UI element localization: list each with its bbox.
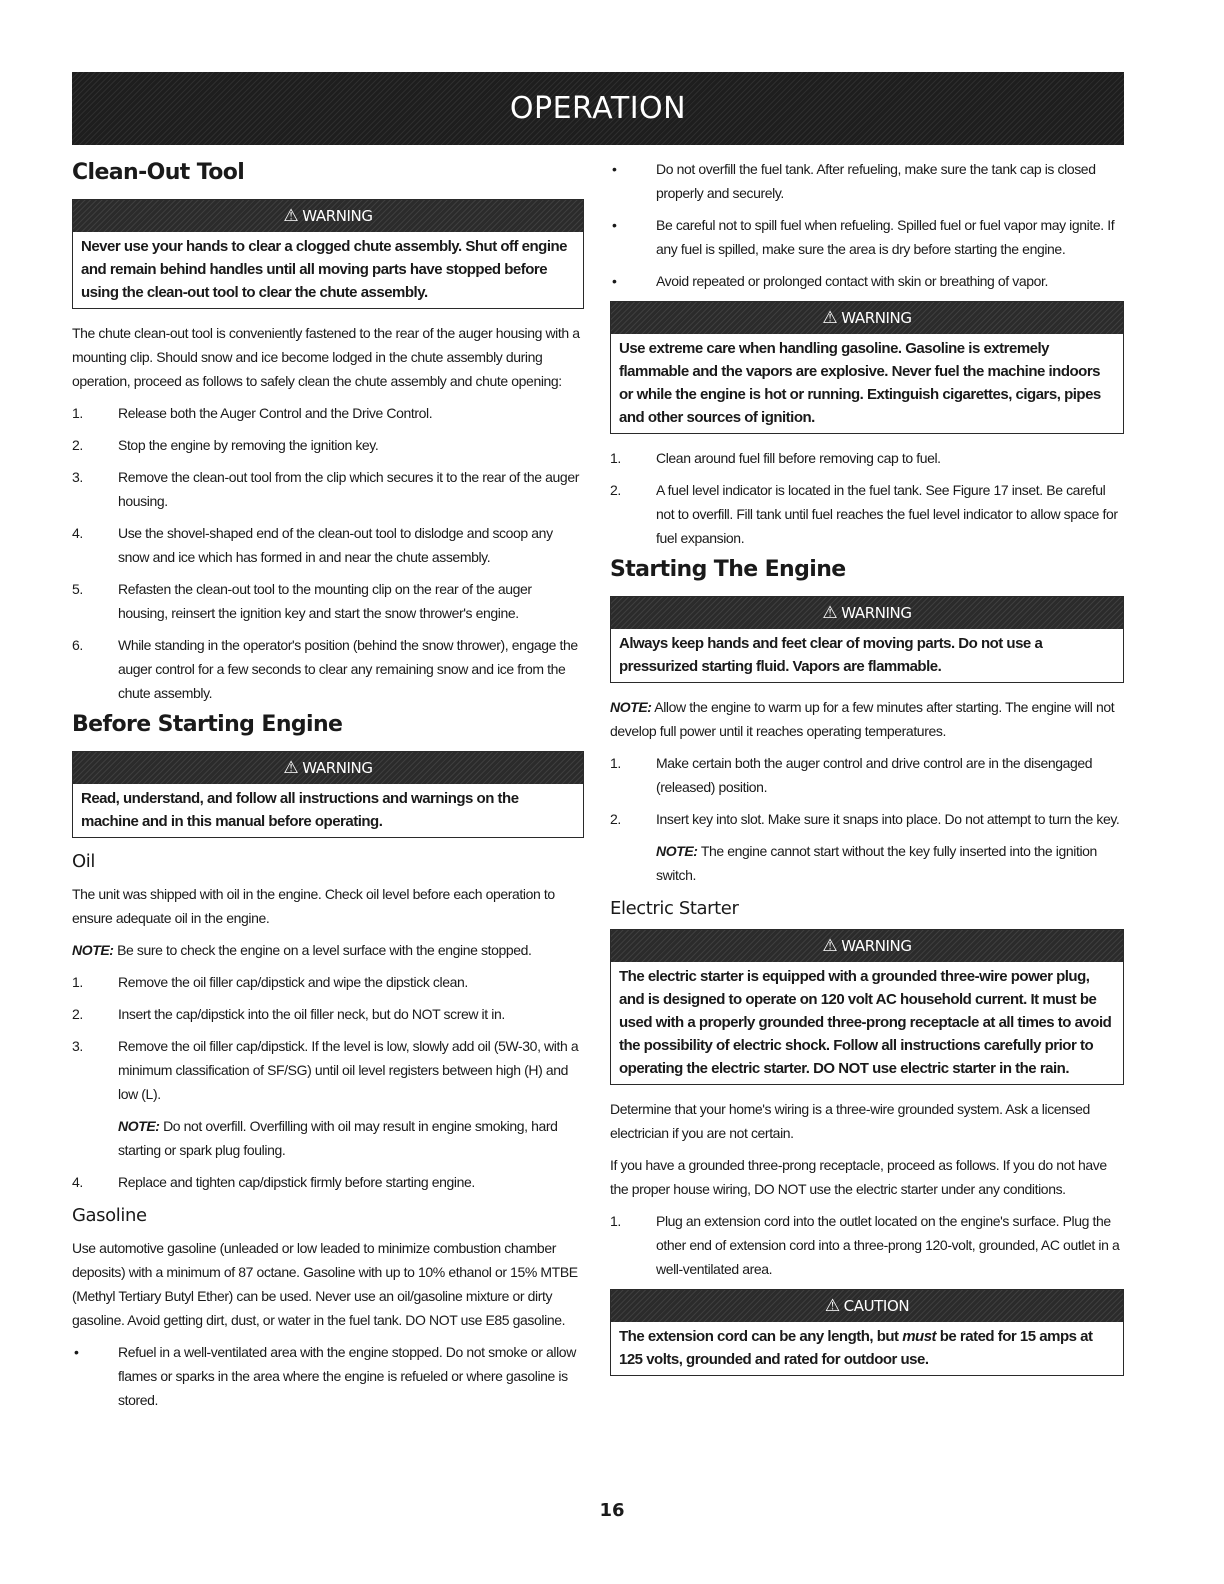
heading-electric-starter: Electric Starter	[610, 898, 739, 919]
list-item: 5. Refasten the clean-out tool to the mounting clip on the rear of the auger housing, reinsert the ignition key and start the snow thrower's engine.	[72, 581, 532, 621]
list-item: 1. Clean around fuel fill before removing cap to fuel.	[610, 450, 941, 466]
list-item: 1. Make certain both the auger control and drive control are in the disengaged (released) position.	[610, 755, 1093, 795]
warning-triangle-icon: ⚠	[822, 936, 838, 956]
starting-steps	[610, 751, 1124, 831]
warning-box-before-starting: ⚠ WARNING Read, understand, and follow all instructions and warnings on the machine and in this manual before operating.	[72, 751, 584, 838]
warning-box-electric: ⚠ WARNING The electric starter is equipped with a grounded three-wire power plug, and is designed to operate on 120 volt AC household current. It must be used with a properly grounded three-prong receptacle at all times to avoid the possibility of electric shock. Follow all instructions carefully prior to operating the electric starter. DO NOT use electric starter in the rain.	[610, 929, 1124, 1085]
left-column	[72, 155, 584, 1420]
oil-steps	[72, 970, 584, 1106]
caution-triangle-icon: ⚠	[824, 1296, 840, 1316]
right-column	[610, 157, 1124, 1388]
caution-box-extension-cord: ⚠ CAUTION The extension cord can be any length, but must be rated for 15 amps at 125 volts, grounded and rated for outdoor use.	[610, 1289, 1124, 1376]
oil-note: NOTE: Be sure to check the engine on a level surface with the engine stopped.	[72, 942, 532, 958]
list-item: 1. Plug an extension cord into the outlet located on the engine's surface. Plug the other end of extension cord into a three-prong 120-volt, grounded, AC outlet in a well-ventilated area.	[610, 1213, 1120, 1277]
list-item: 4. Use the shovel-shaped end of the clean-out tool to dislodge and scoop any snow and ice which has formed in and near the chute assembly.	[72, 525, 553, 565]
electric-p2: If you have a grounded three-prong receptacle, proceed as follows. If you do not have the proper house wiring, DO NOT use the electric starter under any conditions.	[610, 1157, 1107, 1197]
clean-out-intro: The chute clean-out tool is conveniently fastened to the rear of the auger housing with a mounting clip. Should snow and ice become lodged in the chute assembly during operation, proceed as follows to safely clean the chute assembly and chute opening:	[72, 325, 580, 389]
list-item: 4. Replace and tighten cap/dipstick firmly before starting engine.	[72, 1174, 475, 1190]
warning-box-starting: ⚠ WARNING Always keep hands and feet clear of moving parts. Do not use a pressurized starting fluid. Vapors are flammable.	[610, 596, 1124, 683]
list-item: • Do not overfill the fuel tank. After refueling, make sure the tank cap is closed properly and securely.	[612, 161, 1096, 201]
list-item: 1. Remove the oil filler cap/dipstick and wipe the dipstick clean.	[72, 974, 468, 990]
list-item: • Avoid repeated or prolonged contact with skin or breathing of vapor.	[612, 273, 1049, 289]
list-item: 3. Remove the clean-out tool from the clip which secures it to the rear of the auger housing.	[72, 469, 579, 509]
heading-oil: Oil	[72, 851, 95, 872]
list-item: • Refuel in a well-ventilated area with the engine stopped. Do not smoke or allow flames or sparks in the area where the engine is refueled or where gasoline is stored.	[74, 1344, 576, 1408]
fuel-steps	[610, 446, 1124, 550]
list-item: 6. While standing in the operator's position (behind the snow thrower), engage the auger control for a few seconds to clear any remaining snow and ice from the chute assembly.	[72, 637, 578, 701]
warning-triangle-icon: ⚠	[283, 758, 299, 778]
heading-clean-out-tool: Clean-Out Tool	[72, 160, 245, 185]
list-item: 1. Release both the Auger Control and the Drive Control.	[72, 405, 433, 421]
gasoline-intro: Use automotive gasoline (unleaded or low leaded to minimize combustion chamber deposits) with a minimum of 87 octane. Gasoline with up to 10% ethanol or 15% MTBE (Methyl Tertiary Butyl Ether) can be used. Never use an oil/gasoline mixture or dirty gasoline. Avoid getting dirt, dust, or water in the fuel tank. DO NOT use E85 gasoline.	[72, 1240, 578, 1328]
section-banner	[72, 72, 1124, 145]
oil-intro: The unit was shipped with oil in the engine. Check oil level before each operation to ensure adequate oil in the engine.	[72, 886, 555, 926]
warning-box-clean-out: ⚠ WARNING Never use your hands to clear a clogged chute assembly. Shut off engine and remain behind handles until all moving parts have stopped before using the clean-out tool to clear the chute assembly.	[72, 199, 584, 309]
warning-triangle-icon: ⚠	[822, 603, 838, 623]
warning-triangle-icon: ⚠	[822, 308, 838, 328]
list-item: 3. Remove the oil filler cap/dipstick. If the level is low, slowly add oil (5W-30, with a minimum classification of SF/SG) until oil level registers between high (H) and low (L).	[72, 1038, 579, 1102]
page-number: 16	[599, 1500, 625, 1521]
heading-before-starting: Before Starting Engine	[72, 712, 343, 737]
list-item: 2. Stop the engine by removing the ignition key.	[72, 437, 379, 453]
starting-sub-note: NOTE: The engine cannot start without the key fully inserted into the ignition switch.	[656, 843, 1097, 883]
starting-note: NOTE: Allow the engine to warm up for a few minutes after starting. The engine will not develop full power until it reaches operating temperatures.	[610, 699, 1115, 739]
warning-box-gasoline: ⚠ WARNING Use extreme care when handling gasoline. Gasoline is extremely flammable and the vapors are explosive. Never fuel the machine indoors or while the engine is hot or running. Extinguish cigarettes, cigars, pipes and other sources of ignition.	[610, 301, 1124, 434]
heading-starting-engine: Starting The Engine	[610, 557, 846, 582]
warning-triangle-icon: ⚠	[283, 206, 299, 226]
list-item: 2. Insert key into slot. Make sure it snaps into place. Do not attempt to turn the key.	[610, 811, 1120, 827]
section-title: OPERATION	[509, 91, 687, 126]
electric-p1: Determine that your home's wiring is a three-wire grounded system. Ask a licensed electrician if you are not certain.	[610, 1101, 1090, 1141]
heading-gasoline: Gasoline	[72, 1205, 147, 1226]
list-item: 2. Insert the cap/dipstick into the oil filler neck, but do NOT screw it in.	[72, 1006, 505, 1022]
clean-out-steps	[72, 401, 584, 705]
oil-sub-note: NOTE: Do not overfill. Overfilling with oil may result in engine smoking, hard starting or spark plug fouling.	[118, 1118, 558, 1158]
fuel-bullets	[610, 157, 1124, 293]
list-item: 2. A fuel level indicator is located in the fuel tank. See Figure 17 inset. Be careful not to overfill. Fill tank until fuel reaches the fuel level indicator to allow space for fuel expansion.	[610, 482, 1118, 546]
list-item: • Be careful not to spill fuel when refueling. Spilled fuel or fuel vapor may ignite. If any fuel is spilled, make sure the area is dry before starting the engine.	[612, 217, 1115, 257]
